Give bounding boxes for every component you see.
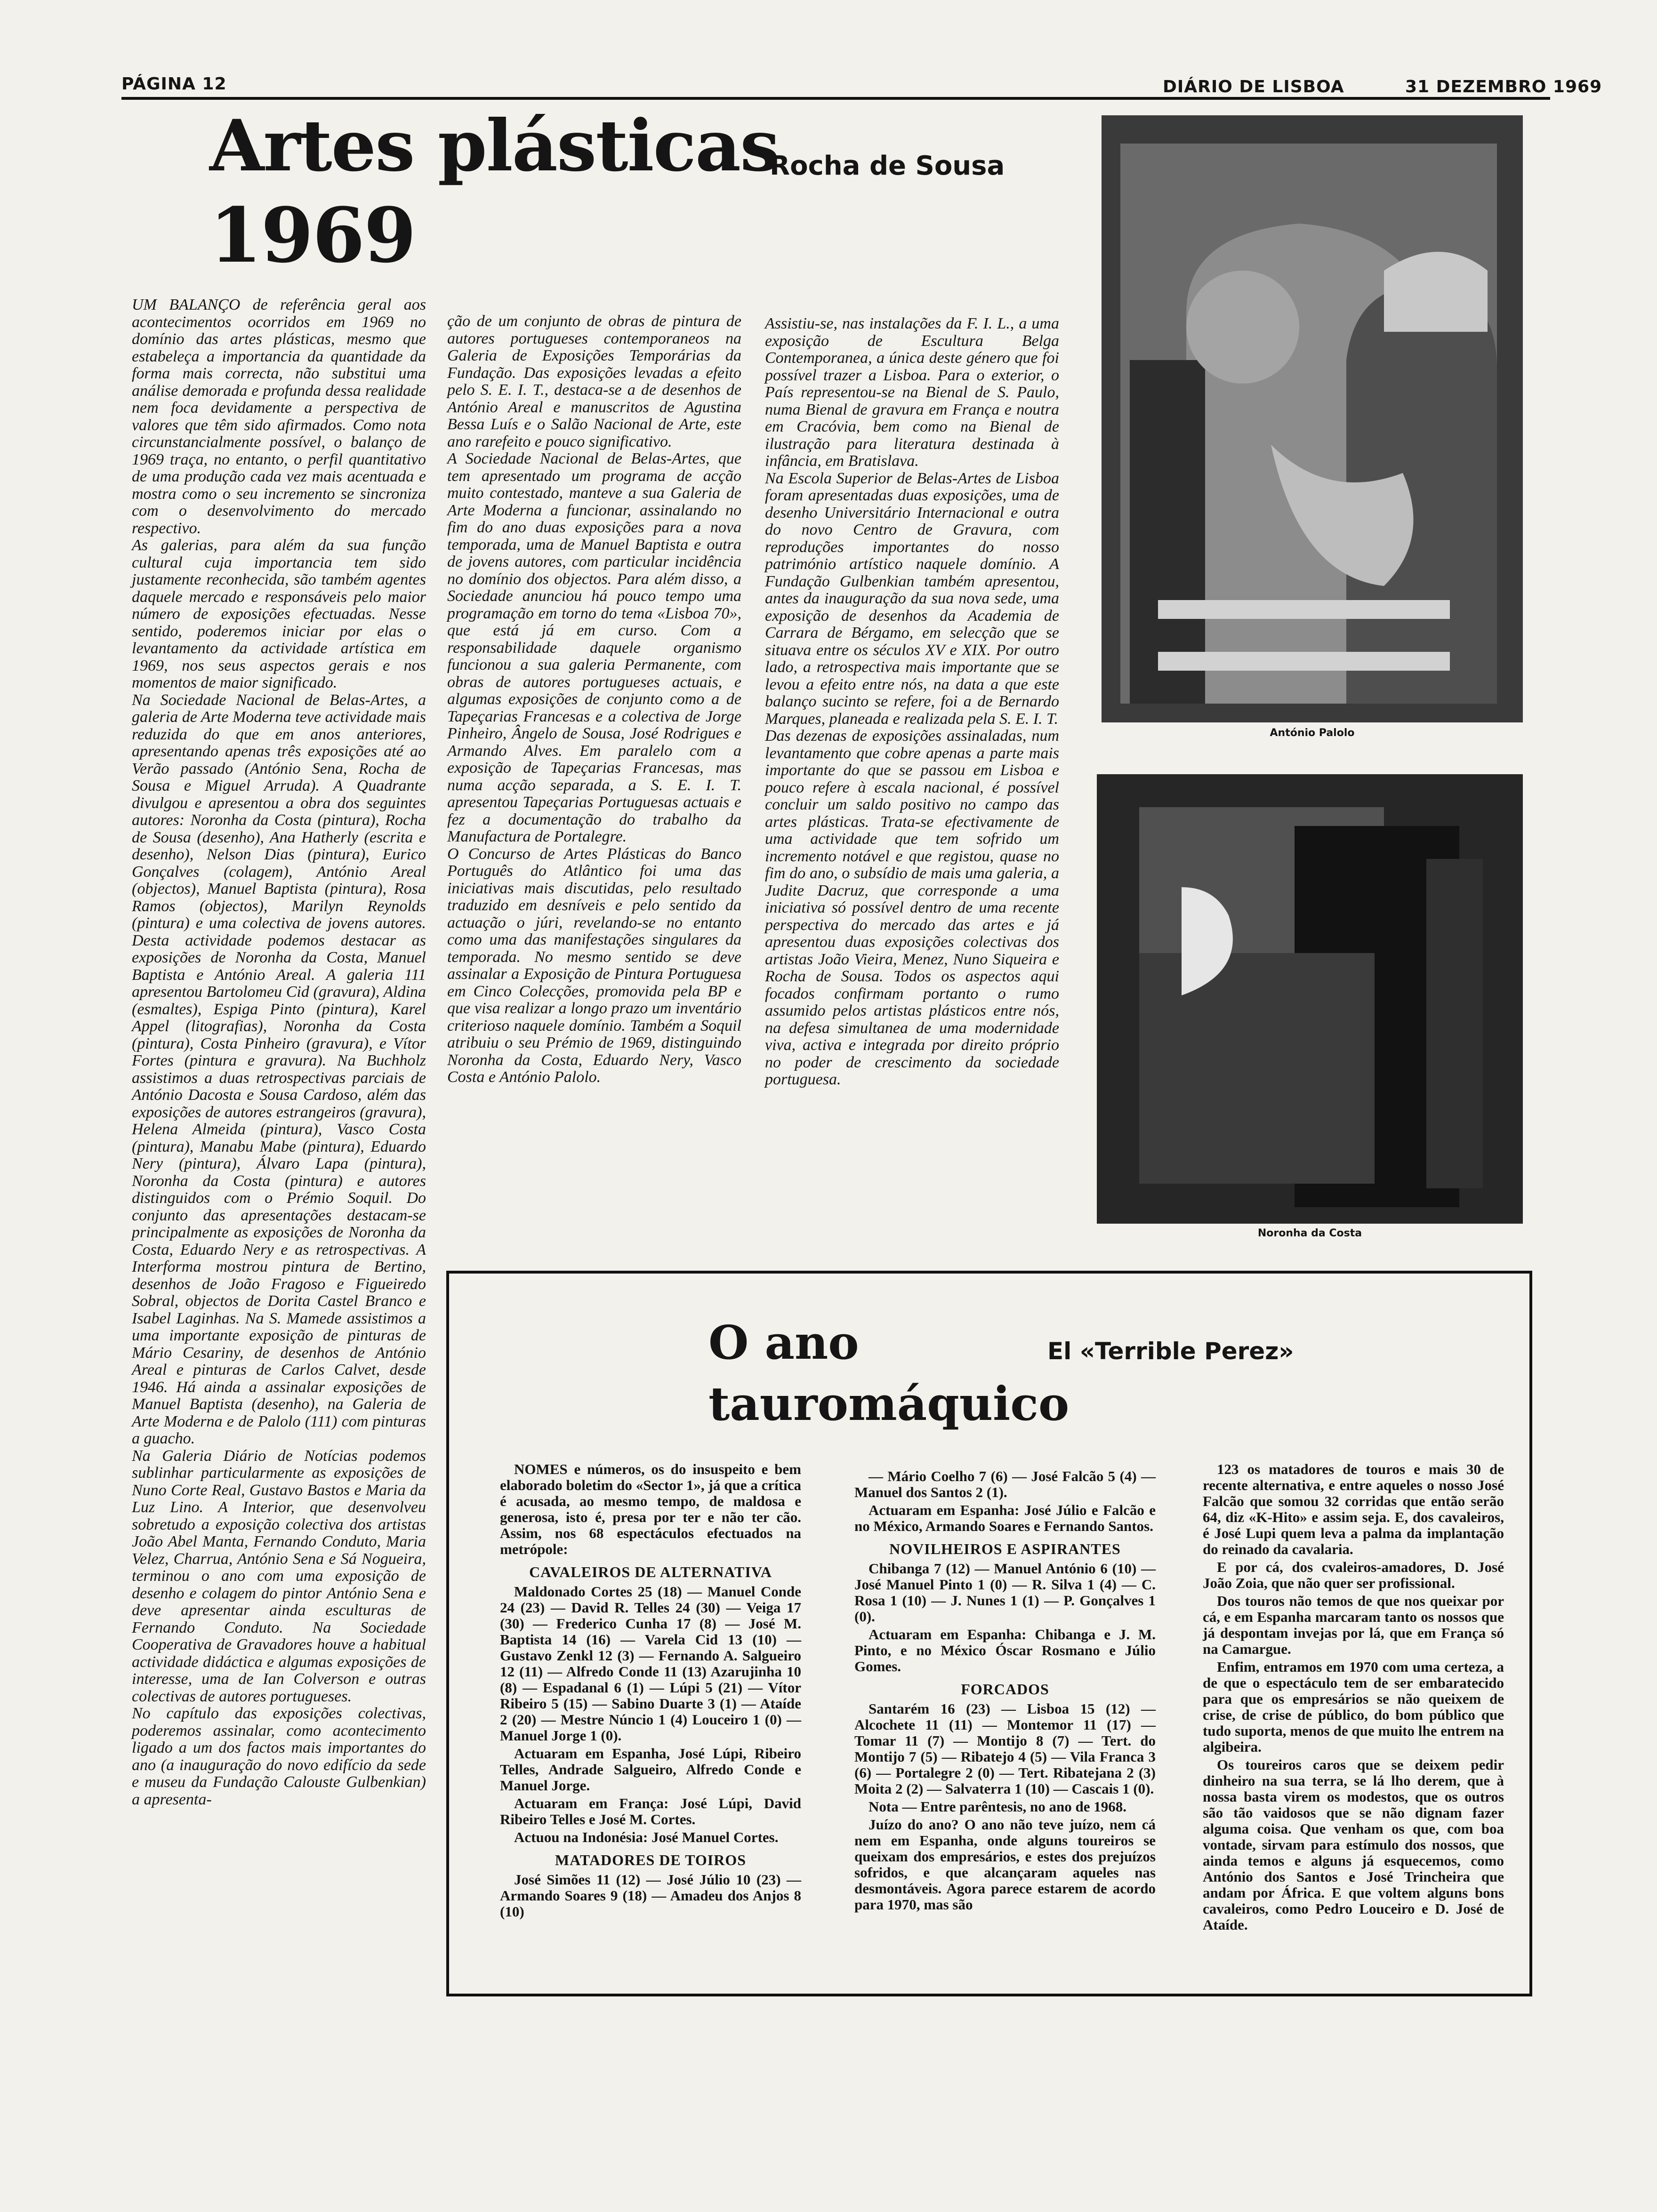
painting-image-2 [1097,774,1523,1224]
byline: Rocha de Sousa [770,151,1005,181]
bullfight-col3-p5: Os toureiros caros que se deixem pedir dinheiro na sua terra, se lá lho derem, que à nossa basta virem os modestos, que os outros são tão vaidosos que se não dignam fazer alguma coisa. Que venham os que, com boa vontade, sirvam para estímulo dos nossos, que ainda temos e alguns já esquecemos, como António dos Santos e José Trincheira que andam por África. E que voltem alguns bons cavaleiros, como Pedro Louceiro e D. José de Ataíde. [1203,1756,1504,1933]
cavaleiros-franca: Actuaram em França: José Lúpi, David Ribeiro Telles e José M. Cortes. [500,1795,801,1827]
article-column-1: UM BALANÇO de referência geral aos acontecimentos ocorridos em 1969 no domínio das artes plásticas, mesmo que estabeleça a importancia da quantidade da forma mais correcta, não substitui uma análise demorada e profunda dessa realidade nem foca devidamente a perspectiva de valores que têm sido afirmados. Como nota circunstancialmente possível, o balanço de 1969 traça, no entanto, o perfil quantitativo de uma produção cada vez mais acentuada e mostra como o seu incremento se sincroniza com o desenvolvimento do mercado respectivo. As galerias, para além da sua função cultural cuja importancia tem sido justamente reconhecida, são também agentes daquele mercado e responsáveis pelo maior número de exposições efectuadas. Nesse sentido, poderemos iniciar por elas o levantamento da actividade artística em 1969, nos seus aspectos gerais e nos momentos de maior significado. Na Sociedade Nacional de Belas-Artes, a galeria de Arte Moderna teve actividade mais reduzida do que em anos anteriores, apresentando apenas três exposições até ao Verão passado (António Sena, Rocha de Sousa e Miguel Arruda). A Quadrante divulgou e apresentou a obra dos seguintes autores: Noronha da Costa (pintura), Rocha de Sousa (desenho), Ana Hatherly (escrita e desenho), Nelson Dias (pintura), Eurico Gonçalves (colagem), António Areal (objectos), Manuel Baptista (pintura), Rosa Ramos (objectos), Marilyn Reynolds (pintura) e uma colectiva de jovens autores. Desta actividade podemos destacar as exposições de Noronha da Costa, Manuel Baptista e António Areal. A galeria 111 apresentou Bartolomeu Cid (gravura), Aldina (esmaltes), Espiga Pinto (pintura), Karel Appel (litografias), Noronha da Costa (pintura), Costa Pinheiro (gravura), e Vítor Fortes (pintura e gravura). Na Buchholz assistimos a duas retrospectivas parciais de António Dacosta e Sousa Cardoso, além das exposições de autores estrangeiros (gravura), Helena Almeida (pintura), Vasco Costa (pintura), Manabu Mabe (pintura), Eduardo Nery (pintura), Álvaro Lapa (pintura), Noronha da Costa (pintura) e autores distinguidos com o Prémio Soquil. Do conjunto das apresentações destacam-se principalmente as exposições de Noronha da Costa, Eduardo Nery e as retrospectivas. A Interforma mostrou pintura de Bertino, desenhos de João Fragoso e Figueiredo Sobral, objectos de Dorita Castel Branco e Isabel Laginhas. Na S. Mamede assistimos a uma importante exposição de pinturas de Mário Cesariny, de desenhos de António Areal e pinturas de Carlos Calvet, desde 1946. Há ainda a assinalar exposições de Manuel Baptista (desenho), na Galeria de Arte Moderna e de Palolo (111) com pinturas a guacho. Na Galeria Diário de Notícias podemos sublinhar particularmente as exposições de Nuno Corte Real, Gustavo Bastos e Maria da Luz Lino. A Interior, que desenvolveu sobretudo a exposição colectiva dos artistas João Abel Manta, Fernando Conduto, Maria Velez, Charrua, António Sena e Sá Nogueira, terminou o ano com uma exposição de desenho e colagem do pintor António Sena e deve apresentar ainda esculturas de Fernando Conduto. Na Sociedade Cooperativa de Gravadores houve a habitual actividade didáctica e algumas exposições de interesse, uma de Ian Colverson e outras colectivas de autores portugueses. No capítulo das exposições colectivas, poderemos assinalar, como acontecimento ligado a um dos factos mais importantes do ano (a inauguração do novo edifício da sede e museu da Fundação Calouste Gulbenkian) a apresenta- [132,296,426,1808]
bullfight-col3-p2: E por cá, dos cvaleiros-amadores, D. José João Zoia, que não quer ser profissional. [1203,1559,1504,1591]
section-matadores: MATADORES DE TOIROS [555,1851,747,1868]
photo-noronha-da-costa [1097,774,1523,1224]
bullfight-column-2 [854,1468,1156,1981]
matadores-list: José Simões 11 (12) — José Júlio 10 (23) — Armando Soares 9 (18) — Amadeu dos Anjos 8 (10) [500,1871,801,1920]
article-column-2: ção de um conjunto de obras de pintura de autores portugueses contemporaneos na Galeria de Exposições Temporárias da Fundação. Das exposições levadas a efeito pelo S. E. I. T., destaca-se a de desenhos de António Areal e manuscritos de Agustina Bessa Luís e o Salão Nacional de Arte, este ano rarefeito e pouco significativo. A Sociedade Nacional de Belas-Artes, que tem apresentado um programa de acção muito contestado, manteve a sua Galeria de Arte Moderna a funcionar, assinalando no fim do ano duas exposições para a nova temporada, uma de Manuel Baptista e outra de jovens autores, com particular incidência no domínio dos objectos. Para além disso, a Sociedade anunciou há pouco tempo uma programação em torno do tema «Lisboa 70», que está já em curso. Com a responsabilidade daquele organismo funcionou a sua galeria Permanente, com obras de autores portugueses actuais, e algumas exposições de conjunto como a de Tapeçarias Francesas e a colectiva de Jorge Pinheiro, Ângelo de Sousa, José Rodrigues e Armando Alves. Em paralelo com a exposição de Tapeçarias Francesas, mas numa acção separada, a S. E. I. T. apresentou Tapeçarias Portuguesas actuais e fez a documentação do trabalho da Manufactura de Portalegre. O Concurso de Artes Plásticas do Banco Português do Atlântico foi uma das iniciativas mais discutidas, pelo resultado traduzido em desníveis e pelo sentido da actuação o júri, revelando-se no entanto como uma das manifestações singulares da temporada. No mesmo sentido se deve assinalar a Exposição de Pintura Portuguesa em Cinco Colecções, promovida pela BP e que visa realizar a longo prazo um inventário criterioso naquele domínio. Também a Soquil atribuiu o seu Prémio de 1969, distinguindo Noronha da Costa, Eduardo Nery, Vasco Costa e António Palolo. [447,313,741,1086]
article-title: Artes plásticas [209,104,779,187]
bullfight-intro: NOMES e números, os do insuspeito e bem elaborado boletim do «Sector 1», já que a crítica é acusada, ao mesmo tempo, de maldosa e generosa, isto é, presa por ter e não ter cão. Assim, nos 68 espectáculos efectuados na metrópole: [500,1461,801,1557]
novilheiros-list: Chibanga 7 (12) — Manuel António 6 (10) — José Manuel Pinto 1 (0) — R. Silva 1 (4) — C. Rosa 1 (10) — J. Nunes 1 (1) — P. Gonçalves 1 (0). [854,1560,1156,1625]
matadores-abroad: Actuaram em Espanha: José Júlio e Falcão e no México, Armando Soares e Fernando Santos. [854,1502,1156,1534]
matadores-cont: — Mário Coelho 7 (6) — José Falcão 5 (4) — Manuel dos Santos 2 (1). [854,1468,1156,1500]
painting-image [1102,115,1523,722]
bullfight-title-line1: O ano [708,1316,859,1370]
cavaleiros-espanha: Actuaram em Espanha, José Lúpi, Ribeiro Telles, Andrade Salgueiro, Alfredo Conde e Manuel Jorge. [500,1745,801,1794]
bullfight-col3-p1: 123 os matadores de touros e mais 30 de recente alternativa, e entre aqueles o nosso José Falcão que somou 32 corridas que então serão 64, diz «K-Hito» e assim seja. E, dos cavaleiros, é José Lupi quem leva a palma da implantação do reinado da cavalaria. [1203,1461,1504,1557]
cavaleiros-indonesia: Actuou na Indonésia: José Manuel Cortes. [514,1829,779,1845]
header-rule [121,97,1550,100]
page-label: PÁGINA 12 [121,74,227,94]
article-column-3: Assistiu-se, nas instalações da F. I. L., a uma exposição de Escultura Belga Contemporanea, a única deste género que foi possível trazer a Lisboa. Para o exterior, o País representou-se na Bienal de S. Paulo, numa Bienal de gravura em França e noutra em Cracóvia, bem como na Bienal de ilustração para literatura destinada à infância, em Bratislava. Na Escola Superior de Belas-Artes de Lisboa foram apresentadas duas exposições, uma de desenho Universitário Internacional e outra do novo Centro de Gravura, com reproduções importantes do nosso património artístico naquele domínio. A Fundação Gulbenkian também apresentou, antes da inauguração da sua nova sede, uma exposição de desenhos da Academia de Carrara de Bérgamo, em selecção que se situava entre os séculos XV e XIX. Por outro lado, a retrospectiva mais importante que se levou a efeito entre nós, na data a que este balanço sucinto se refere, foi a de Bernardo Marques, planeada e realizada pela S. E. I. T. Das dezenas de exposições assinaladas, num levantamento que cobre apenas a parte mais importante do que se passou em Lisboa e pouco refere à escala nacional, é possível concluir um saldo positivo no campo das artes plásticas. Trata-se efectivamente de uma actividade que tem sofrido um incremento notável e que registou, quase no fim do ano, o subsídio de mais uma galeria, a Judite Dacruz, que corresponde a uma iniciativa só possível dentro de uma recente perspectiva do mercado das artes e já apresentou duas exposições colectivas dos artistas João Vieira, Menez, Nuno Siqueira e Rocha de Sousa. Todos os aspectos aqui focados confirmam portanto o rumo assumido pelos artistas plásticos entre nós, na defesa simultanea de uma modernidade viva, activa e integrada por direito próprio no poder de crescimento da sociedade portuguesa. [765,315,1059,1088]
bullfight-subtitle: El «Terrible Perez» [1047,1338,1294,1365]
juizo-do-ano: Juízo do ano? O ano não teve juízo, nem cá nem em Espanha, onde alguns toureiros se queixam dos empresários, e estes dos prejuízos sofridos, e que alcançaram aqueles nas desmontáveis. Agora parece estarem de acordo para 1970, mas são [854,1816,1156,1913]
bullfight-title-line2: tauromáquico [708,1377,1070,1431]
cavaleiros-list: Maldonado Cortes 25 (18) — Manuel Conde 24 (23) — David R. Telles 24 (30) — Veiga 17 (30) — Frederico Cunha 17 (8) — José M. Baptista 14 (16) — Varela Cid 13 (10) — Gustavo Zenkl 12 (3) — Fernando A. Salgueiro 12 (11) — Alfredo Conde 11 (13) Azarujinha 10 (8) — Espadanal 6 (1) — Lúpi 5 (21) — Vítor Ribeiro 5 (15) — Sabino Duarte 3 (1) — Ataíde 2 (20) — Mestre Núncio 1 (4) Louceiro 1 (0) — Manuel Jorge 1 (0). [500,1583,801,1744]
issue-date: 31 DEZEMBRO 1969 [1405,77,1602,96]
novilheiros-abroad: Actuaram em Espanha: Chibanga e J. M. Pinto, e no México Óscar Rosmano e Júlio Gomes. [854,1626,1156,1675]
photo-caption-noronha: Noronha da Costa [1257,1227,1362,1239]
bullfight-column-1 [500,1461,801,1979]
forcados-note: Nota — Entre parêntesis, no ano de 1968. [869,1798,1126,1815]
section-forcados: FORCADOS [961,1681,1049,1698]
section-cavaleiros: CAVALEIROS DE ALTERNATIVA [529,1563,772,1580]
forcados-list: Santarém 16 (23) — Lisboa 15 (12) — Alcochete 11 (11) — Montemor 11 (17) — Tomar 11 (7) — Montijo 8 (7) — Tert. do Montijo 7 (5) — Ribatejo 4 (5) — Vila Franca 3 (6) — Portalegre 2 (0) — Tert. Ribatejana 2 (3) Moita 2 (2) — Salvaterra 1 (10) — Cascais 1 (0). [854,1700,1156,1797]
newspaper-name: DIÁRIO DE LISBOA [1163,77,1344,96]
section-novilheiros: NOVILHEIROS E ASPIRANTES [889,1540,1121,1557]
bullfight-column-3 [1203,1461,1504,1979]
bullfight-col3-p4: Enfim, entramos em 1970 com uma certeza, a de que o espectáculo tem de ser embaratecido para que os empresários se não queixem de crise, de crise de público, do bom público que tudo suporta, menos de que muito lhe entrem na algibeira. [1203,1659,1504,1755]
bullfight-col3-p3: Dos touros não temos de que nos queixar por cá, e em Espanha marcaram tanto os nossos que já despontam invejas por lá, que em França só na Camargue. [1203,1593,1504,1657]
article-year: 1969 [209,191,416,280]
photo-caption-palolo: António Palolo [1270,727,1355,739]
photo-antonio-palolo [1102,115,1523,722]
